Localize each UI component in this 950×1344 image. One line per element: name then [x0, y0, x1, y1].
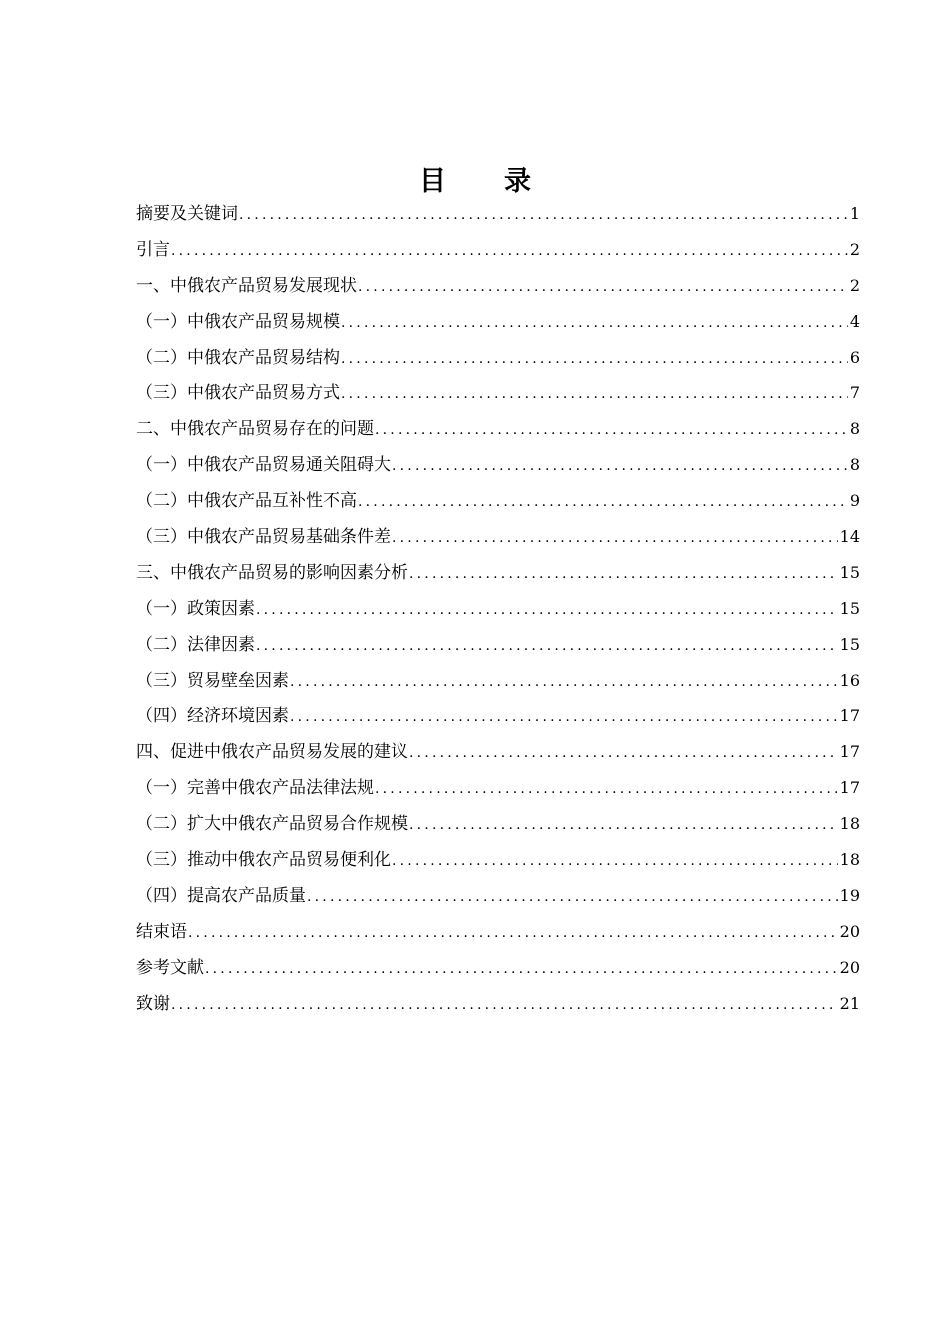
- dot-leader: [341, 306, 848, 342]
- toc-entry: [136, 950, 860, 986]
- toc-entry-page-number: 8: [849, 419, 860, 439]
- dot-leader: [256, 629, 838, 665]
- toc-entry-page-number: 18: [839, 850, 860, 870]
- dot-leader: [290, 700, 838, 736]
- toc-entry-page-number: 15: [839, 562, 860, 582]
- toc-entry-text: （二）中俄农产品贸易结构: [136, 347, 340, 368]
- toc-entry-page-number: 2: [849, 275, 860, 295]
- toc-entry-text: 引言: [136, 239, 170, 260]
- toc-entry: [136, 591, 860, 627]
- toc-entry: [136, 196, 860, 232]
- toc-entry-text: （三）贸易壁垒因素: [136, 670, 289, 691]
- toc-entry: [136, 483, 860, 519]
- toc-entry-text: 四、促进中俄农产品贸易发展的建议: [136, 742, 408, 763]
- toc-entry-text: 致谢: [136, 993, 170, 1014]
- dot-leader: [409, 557, 838, 593]
- toc-entry-text: 参考文献: [136, 957, 204, 978]
- toc-entry-page-number: 8: [849, 455, 860, 475]
- toc-entry-page-number: 19: [839, 885, 860, 905]
- dot-leader: [392, 844, 838, 880]
- toc-entry-text: （一）政策因素: [136, 598, 255, 619]
- toc-entry-text: （一）完善中俄农产品法律法规: [136, 778, 374, 799]
- toc-entry-page-number: 15: [839, 598, 860, 618]
- toc-entry: [136, 411, 860, 447]
- toc-entry-text: （三）中俄农产品贸易方式: [136, 383, 340, 404]
- toc-entry-page-number: 2: [849, 239, 860, 259]
- toc-entry-text: 一、中俄农产品贸易发展现状: [136, 275, 357, 296]
- toc-entry-text: （三）中俄农产品贸易基础条件差: [136, 527, 391, 548]
- toc-entry-text: 二、中俄农产品贸易存在的问题: [136, 419, 374, 440]
- toc-entry: [136, 268, 860, 304]
- table-of-contents: [136, 196, 860, 1021]
- toc-entry-page-number: 20: [839, 957, 860, 977]
- dot-leader: [375, 772, 838, 808]
- toc-entry-text: （四）提高农产品质量: [136, 885, 306, 906]
- dot-leader: [341, 342, 848, 378]
- toc-entry: [136, 770, 860, 806]
- dot-leader: [239, 198, 848, 234]
- toc-entry-page-number: 17: [839, 778, 860, 798]
- toc-entry-text: 摘要及关键词: [136, 204, 238, 224]
- toc-entry: [136, 878, 860, 914]
- dot-leader: [409, 808, 838, 844]
- dot-leader: [392, 449, 848, 485]
- toc-entry: [136, 519, 860, 555]
- toc-entry-text: （四）经济环境因素: [136, 706, 289, 727]
- dot-leader: [205, 952, 838, 988]
- toc-entry-text: （一）中俄农产品贸易规模: [136, 311, 340, 332]
- toc-entry-text: （二）法律因素: [136, 634, 255, 655]
- dot-leader: [256, 593, 838, 629]
- toc-entry: [136, 375, 860, 411]
- toc-entry-page-number: 4: [849, 311, 860, 331]
- toc-entry: [136, 986, 860, 1022]
- dot-leader: [375, 413, 848, 449]
- toc-entry-page-number: 1: [849, 204, 860, 223]
- toc-entry-text: （二）扩大中俄农产品贸易合作规模: [136, 814, 408, 835]
- toc-entry: [136, 698, 860, 734]
- dot-leader: [171, 988, 838, 1024]
- toc-entry: [136, 806, 860, 842]
- toc-entry-page-number: 18: [839, 814, 860, 834]
- dot-leader: [188, 916, 838, 952]
- toc-entry-text: 三、中俄农产品贸易的影响因素分析: [136, 562, 408, 583]
- dot-leader: [307, 880, 838, 916]
- dot-leader: [409, 736, 838, 772]
- toc-entry-page-number: 9: [849, 491, 860, 511]
- toc-entry: [136, 232, 860, 268]
- toc-entry: [136, 734, 860, 770]
- toc-entry-page-number: 17: [839, 742, 860, 762]
- toc-entry-page-number: 17: [839, 706, 860, 726]
- toc-entry: [136, 842, 860, 878]
- toc-entry-page-number: 7: [849, 383, 860, 403]
- toc-entry-text: （一）中俄农产品贸易通关阻碍大: [136, 455, 391, 476]
- dot-leader: [358, 270, 848, 306]
- toc-entry-text: 结束语: [136, 921, 187, 942]
- dot-leader: [290, 665, 838, 701]
- toc-entry: [136, 555, 860, 591]
- toc-entry-page-number: 21: [839, 993, 860, 1013]
- toc-entry: [136, 340, 860, 376]
- dot-leader: [171, 234, 848, 270]
- toc-entry-page-number: 20: [839, 921, 860, 941]
- toc-entry-text: （二）中俄农产品互补性不高: [136, 491, 357, 512]
- toc-entry-page-number: 15: [839, 634, 860, 654]
- toc-entry-page-number: 14: [839, 527, 860, 547]
- toc-entry: [136, 914, 860, 950]
- toc-entry-text: （三）推动中俄农产品贸易便利化: [136, 850, 391, 871]
- toc-entry-page-number: 16: [839, 670, 860, 690]
- toc-entry-page-number: 6: [849, 347, 860, 367]
- toc-entry: [136, 447, 860, 483]
- toc-entry: [136, 627, 860, 663]
- dot-leader: [358, 485, 848, 521]
- dot-leader: [341, 377, 848, 413]
- dot-leader: [392, 521, 838, 557]
- toc-entry: [136, 304, 860, 340]
- page-title: 目录: [419, 166, 589, 198]
- toc-entry: [136, 663, 860, 699]
